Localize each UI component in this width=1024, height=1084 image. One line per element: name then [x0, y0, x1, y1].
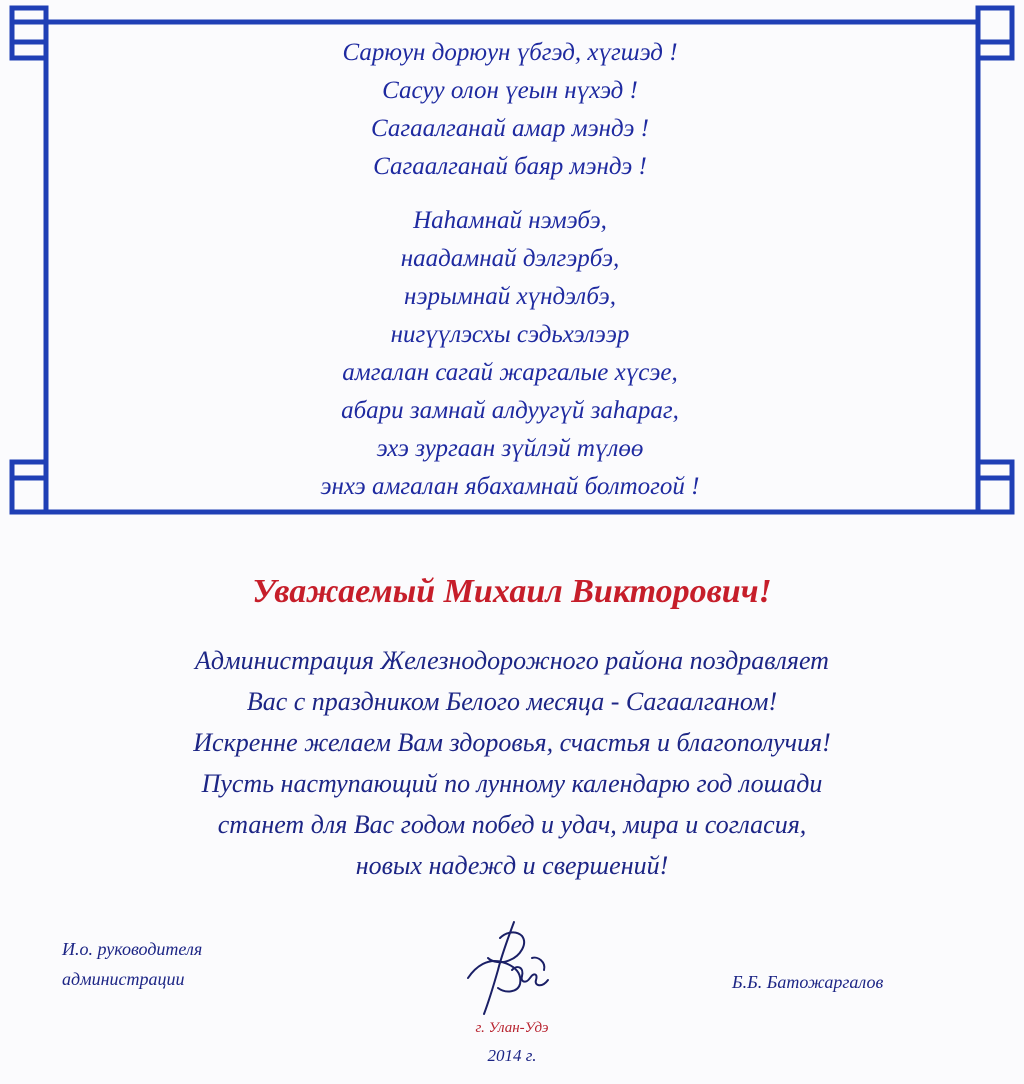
poem-line: Сагаалганай баяр мэндэ ! — [373, 153, 647, 180]
signer-position — [62, 934, 202, 994]
poem-line: эхэ зургаан зүйлэй түлөө — [376, 435, 644, 462]
poem — [150, 34, 870, 506]
poem-line: амгалан сагай жаргалые хүсэе, — [342, 359, 678, 386]
position-line: И.о. руководителя — [62, 939, 203, 959]
stanza-gap — [150, 186, 870, 202]
message-line: станет для Вас годом побед и удач, мира и согласия, — [217, 810, 807, 839]
message-line: новых надежд и свершений! — [355, 851, 669, 880]
poem-line: Сагаалганай амар мэндэ ! — [371, 115, 649, 142]
message-line: Искренне желаем Вам здоровья, счастья и благополучия! — [193, 728, 831, 757]
poem-line: абари замнай алдуугүй заһараг, — [341, 397, 679, 424]
handwritten-signature — [462, 918, 562, 1018]
poem-line: Наһамнай нэмэбэ, — [413, 207, 607, 234]
poem-line: наадамнай дэлгэрбэ, — [400, 245, 620, 272]
position-line: администрации — [62, 969, 185, 989]
message-line: Вас с праздником Белого месяца - Сагаалганом! — [246, 687, 778, 716]
year: 2014 г. — [487, 1046, 537, 1065]
poem-line: Сасуу олон үеын нүхэд ! — [382, 77, 638, 104]
poem-line: Сарюун дорюун үбгэд, хүгшэд ! — [342, 39, 678, 66]
message-line: Администрация Железнодорожного района поздравляет — [195, 646, 829, 675]
greeting-heading: Уважаемый Михаил Викторович! — [252, 573, 772, 610]
place: г. Улан-Удэ — [475, 1020, 549, 1036]
message-line: Пусть наступающий по лунному календарю год лошади — [201, 769, 823, 798]
congratulation-message — [40, 640, 984, 886]
signer-name: Б.Б. Батожаргалов — [732, 972, 884, 992]
poem-line: нэрымнай хүндэлбэ, — [404, 283, 616, 310]
poem-line: энхэ амгалан ябахамнай болтогой ! — [320, 473, 700, 500]
poem-line: нигүүлэсхы сэдьхэлээр — [390, 321, 630, 348]
